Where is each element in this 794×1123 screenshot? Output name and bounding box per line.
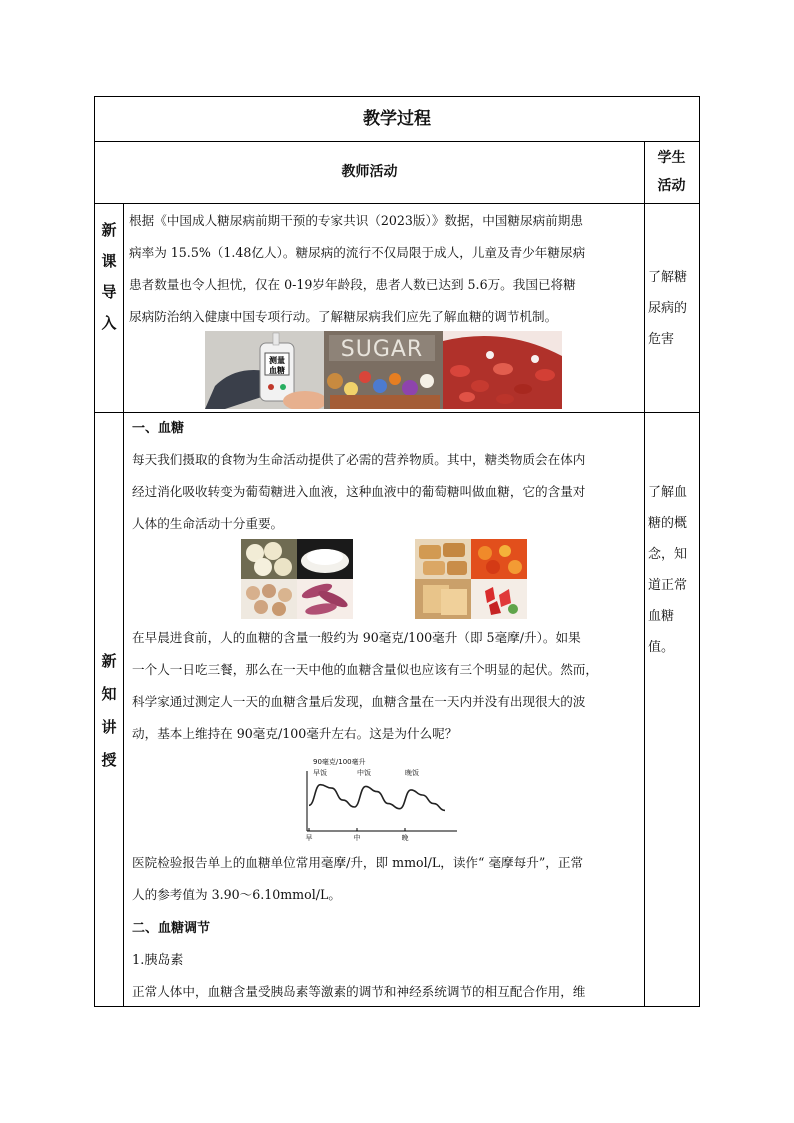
text-line: 经过消化吸收转变为葡萄糖进入血液，这种血液中的葡萄糖叫做血糖，它的含量对 <box>132 484 586 499</box>
knowledge-paragraph-3 <box>132 847 639 911</box>
text-line: 病率为 15.5%（1.48亿人）。糖尿病的流行不仅局限于成人，儿童及青少年糖尿病 <box>129 245 586 260</box>
text-line: 血糖 <box>648 609 675 624</box>
label-char: 新 <box>101 221 117 239</box>
blood-sugar-chart <box>295 751 465 841</box>
row-divider <box>95 203 699 204</box>
knowledge-subheading <box>132 945 639 977</box>
chart-meal-label: 早饭 <box>313 769 327 777</box>
blood-sugar-curve <box>309 785 445 811</box>
intro-images-svg <box>205 331 562 409</box>
meter-label-line1: 测量 <box>269 356 285 365</box>
text-line: 科学家通过测定人一天的血糖含量后发现，血糖含量在一天内并没有出现很大的波 <box>132 694 586 709</box>
student-header-line: 学生 <box>657 150 686 166</box>
student-header-line: 活动 <box>657 178 686 194</box>
text-line: 了解血 <box>648 485 688 500</box>
text-line: 值。 <box>648 640 675 655</box>
chart-meal-label: 中饭 <box>357 769 371 777</box>
text-line: 尿病防治纳入健康中国专项行动。了解糖尿病我们应先了解血糖的调节机制。 <box>129 309 558 324</box>
student-activity-header <box>644 141 699 203</box>
staple-food-svg <box>241 539 353 619</box>
intro-student-activity <box>648 262 698 355</box>
text-line: 正常人体中，血糖含量受胰岛素等激素的调节和神经系统调节的相互配合作用，维 <box>132 984 586 999</box>
label-char: 授 <box>101 751 117 769</box>
section-heading: 一、血糖 <box>132 421 185 436</box>
subsection-heading: 1.胰岛素 <box>132 953 184 968</box>
intro-section-label <box>95 215 123 339</box>
intro-paragraph <box>129 205 641 333</box>
snack-food-svg <box>415 539 527 619</box>
text-line: 一个人一日吃三餐，那么在一天中他的血糖含量似也应该有三个明显的起伏。然而， <box>132 662 598 677</box>
label-char: 入 <box>101 314 117 332</box>
text-line: 患者数量也令人担忧，仅在 0-19岁年龄段，患者人数已达到 5.6万。我国已将糖 <box>129 277 576 292</box>
knowledge-student-activity <box>648 477 698 663</box>
chart-x-tick-label: 早 <box>305 834 313 841</box>
knowledge-heading-2 <box>132 913 639 945</box>
blood-sugar-chart-svg <box>295 751 465 841</box>
knowledge-paragraph-4 <box>132 976 639 1008</box>
lesson-process-table <box>94 96 700 1007</box>
text-line: 在早晨进食前，人的血糖的含量一般约为 90毫克/100毫升（即 5毫摩/升）。如果 <box>132 630 581 645</box>
text-line: 人的参考值为 3.90～6.10mmol/L。 <box>132 887 341 902</box>
chart-x-tick-label: 晚 <box>401 834 409 841</box>
text-line: 尿病的 <box>648 301 688 316</box>
staple-food-photos <box>241 539 353 619</box>
knowledge-heading-1 <box>132 413 639 445</box>
text-line: 每天我们摄取的食物为生命活动提供了必需的营养物质。其中，糖类物质会在体内 <box>132 452 586 467</box>
text-line: 医院检验报告单上的血糖单位常用毫摩/升，即 mmol/L，读作“ 毫摩每升”，正常 <box>132 855 584 870</box>
text-line: 动，基本上维持在 90毫克/100毫升左右。这是为什么呢？ <box>132 726 458 741</box>
text-line: 糖的概 <box>648 516 688 531</box>
sugar-word: SUGAR <box>340 337 424 362</box>
teacher-activity-header: 教师活动 <box>341 164 398 180</box>
label-char: 知 <box>101 685 117 703</box>
intro-image-strip <box>205 331 562 409</box>
chart-x-tick-label: 中 <box>353 834 361 841</box>
text-line: 人体的生命活动十分重要。 <box>132 516 284 531</box>
text-line: 根据《中国成人糖尿病前期干预的专家共识（2023版）》数据，中国糖尿病前期患 <box>129 213 583 228</box>
label-char: 讲 <box>101 718 117 736</box>
column-divider <box>644 141 645 1007</box>
knowledge-paragraph-2 <box>132 622 639 750</box>
text-line: 道正常 <box>648 578 688 593</box>
column-divider <box>123 203 124 1007</box>
snack-food-photos <box>415 539 527 619</box>
chart-meal-label: 晚饭 <box>405 769 419 777</box>
text-line: 了解糖 <box>648 270 688 285</box>
text-line: 危害 <box>648 332 675 347</box>
label-char: 新 <box>101 652 117 670</box>
table-title: 教学过程 <box>363 109 431 129</box>
knowledge-paragraph-1 <box>132 444 639 540</box>
label-char: 课 <box>101 252 117 270</box>
chart-y-label: 90毫克/100毫升 <box>313 758 366 766</box>
section-heading: 二、血糖调节 <box>132 921 211 936</box>
text-line: 念，知 <box>648 547 688 562</box>
label-char: 导 <box>101 283 117 301</box>
knowledge-section-label <box>95 645 123 777</box>
meter-label-line2: 血糖 <box>269 366 285 375</box>
